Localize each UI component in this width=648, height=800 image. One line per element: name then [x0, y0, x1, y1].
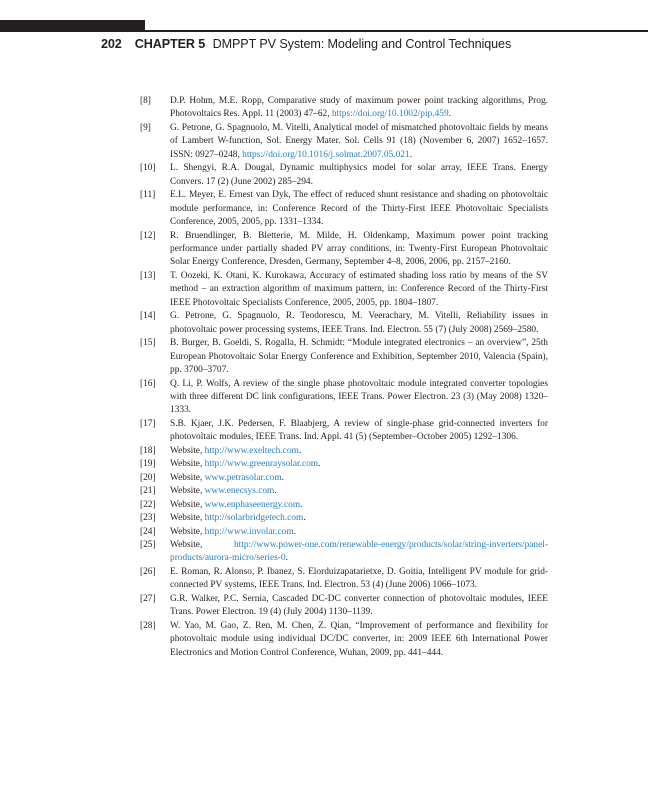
reference-body: R. Bruendlinger, B. Bletterie, M. Milde, H. Oldenkamp, Maximum power point tracking performance under partially shaded PV array conditions, in: Twenty-First European Photovoltaic Solar Energy Conference, Dresden, Germany, September 4‒8, 2006, 2006, pp. 2157‒2160.	[170, 230, 548, 268]
reference-link[interactable]: www.enecsys.com	[204, 486, 275, 497]
reference-body: Website,	[170, 459, 205, 470]
reference-text	[170, 230, 548, 270]
reference-item	[140, 230, 548, 270]
reference-item	[140, 162, 548, 189]
reference-text	[170, 378, 548, 418]
reference-body: E. Roman, R. Alonso, P. Ibanez, S. Elorduizapatarietxe, D. Goitia, Intelligent PV module for grid-connected PV systems, IEEE Trans. Ind. Electron. 53 (4) (June 2006) 1066‒1073.	[170, 566, 548, 591]
reference-punctuation: .	[300, 499, 303, 510]
reference-text	[170, 458, 548, 471]
reference-text	[170, 310, 548, 337]
reference-item	[140, 566, 548, 593]
reference-text	[170, 270, 548, 310]
reference-number: [26]	[140, 566, 156, 577]
reference-link[interactable]: www.petrasolar.com	[204, 472, 282, 483]
reference-number: [28]	[140, 620, 156, 631]
reference-text	[170, 472, 548, 485]
reference-punctuation: .	[318, 459, 321, 470]
reference-number: [24]	[140, 526, 156, 537]
reference-item	[140, 337, 548, 377]
reference-text	[170, 445, 548, 458]
reference-item	[140, 499, 548, 512]
reference-item	[140, 593, 548, 620]
reference-text	[170, 189, 548, 229]
reference-item	[140, 310, 548, 337]
running-head	[101, 37, 641, 51]
reference-text	[170, 122, 548, 162]
reference-number: [20]	[140, 472, 156, 483]
page-number: 202	[101, 37, 122, 51]
reference-number: [8]	[140, 96, 151, 106]
reference-punctuation: .	[274, 486, 277, 497]
reference-number: [13]	[140, 270, 156, 281]
reference-link[interactable]: https://doi.org/10.1016/j.solmat.2007.05.021	[242, 149, 410, 160]
reference-body: G.R. Walker, P.C. Sernia, Cascaded DC-DC converter connection of photovoltaic modules, IEEE Trans. Power Electron. 19 (4) (July 2004) 1130‒1139.	[170, 593, 548, 618]
reference-number: [18]	[140, 445, 156, 456]
reference-text	[170, 95, 548, 122]
reference-punctuation: .	[293, 526, 296, 537]
reference-link[interactable]: http://www.involar.com	[204, 526, 294, 537]
reference-item	[140, 472, 548, 485]
reference-link[interactable]: http://www.power-one.com/renewable-energy/products/solar/string-inverters/panel-products/aurora-micro/series-0	[170, 539, 548, 564]
reference-text	[170, 499, 548, 512]
reference-punctuation: .	[448, 109, 451, 120]
reference-number: [27]	[140, 593, 156, 604]
reference-item	[140, 526, 548, 539]
chapter-label: CHAPTER 5	[134, 37, 206, 51]
reference-body: Website,	[170, 445, 205, 456]
reference-item	[140, 458, 548, 471]
reference-body: D.P. Hohm, M.E. Ropp, Comparative study of maximum power point tracking algorithms, Prog. Photovoltaics Res. Appl. 11 (2003) 47‒62,	[170, 96, 548, 120]
reference-text	[170, 539, 548, 566]
reference-body: B. Burger, B. Goeldi, S. Rogalla, H. Schmidt: “Module integrated electronics ‒ an overview”, 25th European Photovoltaic Solar Energy Conference and Exhibition, September 2010, Valencia (Spain), pp. 3700‒3707.	[170, 338, 548, 376]
reference-item	[140, 445, 548, 458]
reference-body: W. Yao, M. Gao, Z. Ren, M. Chen, Z. Qian, “Improvement of performance and flexibility for photovoltaic module using individual DC/DC converter, in: 2009 IEEE 6th International Power Electronics and Motion Control Conference, Wuhan, 2009, pp. 441‒444.	[170, 620, 548, 658]
reference-number: [21]	[140, 486, 156, 497]
reference-text	[170, 337, 548, 377]
reference-link[interactable]: http://www.greenraysolar.com	[204, 459, 319, 470]
reference-item	[140, 539, 548, 566]
reference-number: [12]	[140, 230, 156, 241]
reference-link[interactable]: http://www.exeltech.com	[204, 445, 299, 456]
reference-number: [22]	[140, 499, 156, 510]
header-decoration-bar	[0, 20, 145, 30]
reference-body: Website,	[170, 526, 205, 537]
reference-punctuation: .	[303, 513, 306, 524]
reference-item	[140, 485, 548, 498]
reference-text	[170, 593, 548, 620]
reference-body: T. Oozeki, K. Otani, K. Kurokawa, Accuracy of estimated shading loss ratio by means of the SV method ‒ an extraction algorithm of maximum pattern, in: Conference Record of the Thirty-First IEEE Photovoltaic Specialists Conference, 2005, 2005, pp. 1804‒1807.	[170, 270, 548, 308]
reference-number: [14]	[140, 311, 156, 322]
reference-body: Website,	[170, 499, 205, 510]
reference-item	[140, 122, 548, 162]
reference-body: L. Shengyi, R.A. Dougal, Dynamic multiphysics model for solar array, IEEE Trans. Energy Convers. 17 (2) (June 2002) 285‒294.	[170, 163, 548, 187]
reference-text	[170, 418, 548, 445]
chapter-title: DMPPT PV System: Modeling and Control Techniques	[212, 37, 512, 51]
reference-body: S.B. Kjaer, J.K. Pedersen, F. Blaabjerg, A review of single-phase grid-connected inverters for photovoltaic modules, IEEE Trans. Ind. Appl. 41 (5) (September‒October 2005) 1292‒1306.	[170, 418, 548, 443]
reference-number: [15]	[140, 338, 156, 349]
reference-number: [25]	[140, 539, 156, 550]
reference-body: G. Petrone, G. Spagnuolo, R. Teodorescu, M. Veerachary, M. Vitelli, Reliability issues in photovoltaic power processing systems, IEEE Trans. Ind. Electron. 55 (7) (July 2008) 2569‒2580.	[170, 311, 548, 335]
reference-punctuation: .	[285, 553, 288, 564]
reference-number: [17]	[140, 418, 156, 429]
reference-body: Website,	[170, 486, 205, 497]
reference-item	[140, 270, 548, 310]
reference-item	[140, 378, 548, 418]
reference-number: [23]	[140, 513, 156, 524]
reference-number: [11]	[140, 190, 156, 201]
reference-text	[170, 526, 548, 539]
reference-item	[140, 512, 548, 525]
reference-punctuation: .	[409, 149, 413, 160]
header-rule	[0, 30, 648, 32]
reference-text	[170, 566, 548, 593]
reference-item	[140, 189, 548, 229]
reference-text	[170, 162, 548, 189]
reference-number: [10]	[140, 163, 156, 174]
reference-body: Website,	[170, 539, 234, 550]
reference-number: [9]	[140, 122, 151, 133]
reference-body: Website,	[170, 472, 205, 483]
reference-link[interactable]: https://doi.org/10.1002/pip.459	[331, 109, 449, 120]
reference-text	[170, 512, 548, 525]
reference-link[interactable]: http://solarbridgetech.com	[204, 513, 304, 524]
reference-list	[140, 95, 548, 660]
reference-body: Q. Li, P. Wolfs, A review of the single phase photovoltaic module integrated converter topologies with three different DC link configurations, IEEE Trans. Power Electron. 23 (3) (May 2008) 1320‒1333.	[170, 378, 548, 416]
reference-text	[170, 620, 548, 660]
reference-link[interactable]: www.enphaseenergy.com	[204, 499, 301, 510]
reference-number: [16]	[140, 378, 156, 389]
reference-number: [19]	[140, 459, 156, 470]
reference-body: E.L. Meyer, E. Ernest van Dyk, The effect of reduced shunt resistance and shading on photovoltaic module performance, in: Conference Record of the Thirty-First IEEE Photovoltaic Specialists Conference, 2005, 2005, pp. 1331‒1334.	[170, 190, 548, 228]
reference-punctuation: .	[281, 472, 284, 483]
reference-item	[140, 418, 548, 445]
reference-item	[140, 620, 548, 660]
reference-text	[170, 485, 548, 498]
reference-body: Website,	[170, 513, 205, 524]
reference-punctuation: .	[298, 445, 302, 456]
reference-body: G. Petrone, G. Spagnuolo, M. Vitelli, Analytical model of mismatched photovoltaic fields by means of Lambert W-function, Sol. Energy Mater. Sol. Cells 91 (18) (November 6, 2007) 1652‒1657. ISSN: 0927‒0248,	[170, 122, 548, 160]
reference-item	[140, 95, 548, 122]
